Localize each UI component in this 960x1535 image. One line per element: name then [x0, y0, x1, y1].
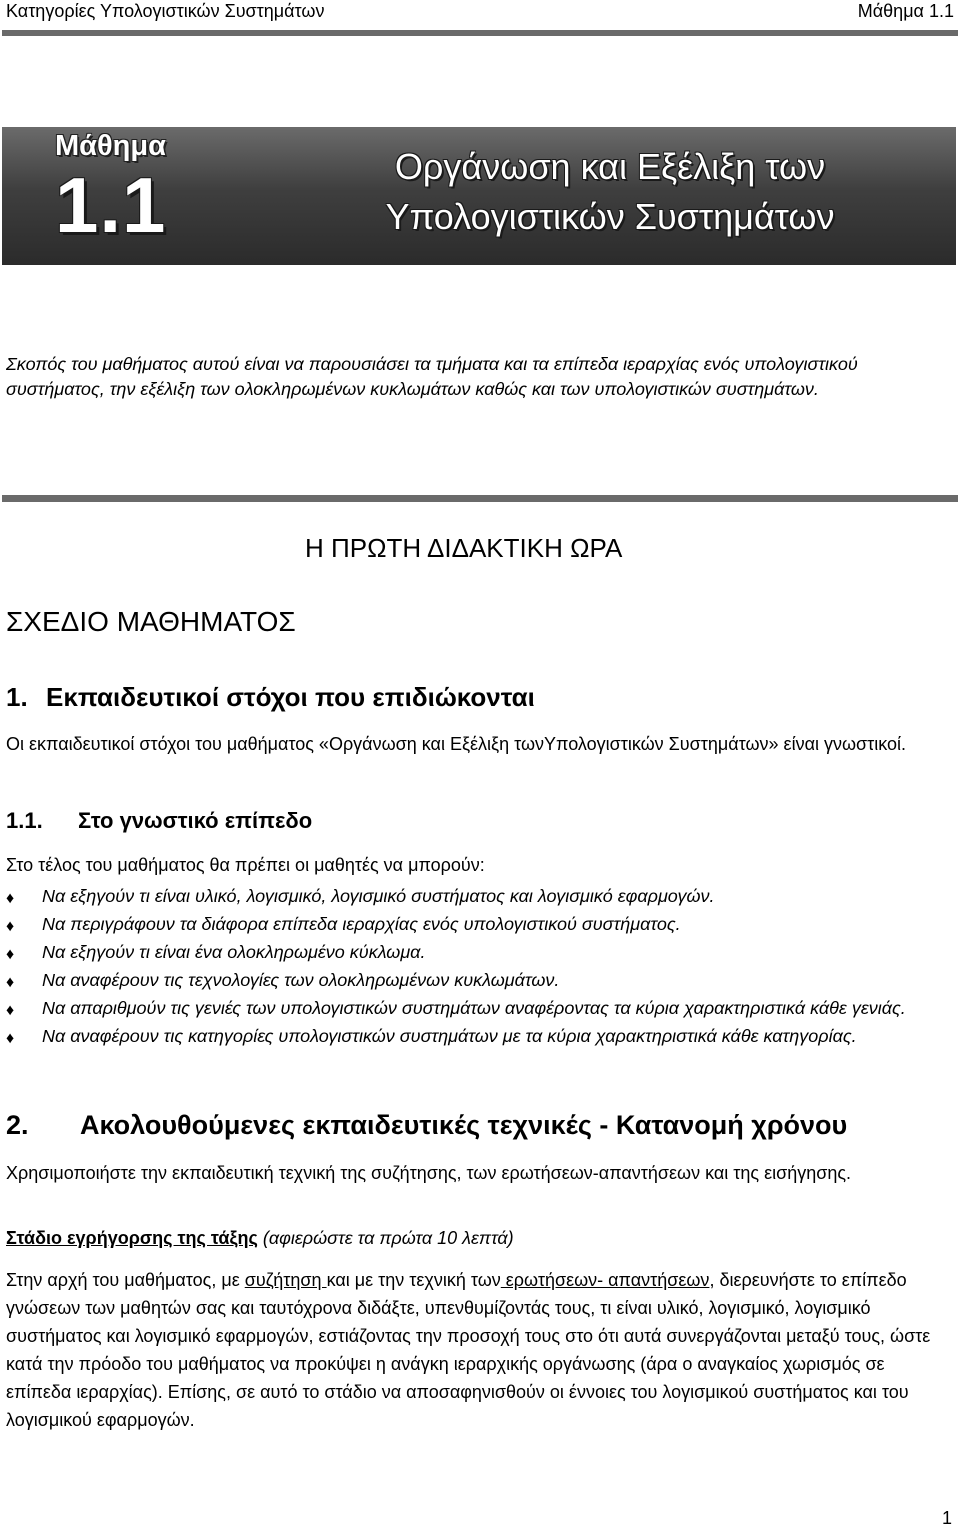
objectives-list	[6, 882, 946, 1050]
list-item-text: Να αναφέρουν τις τεχνολογίες των ολοκληρωμένων κυκλωμάτων.	[42, 970, 560, 990]
section-1-1-number: 1.1.	[6, 808, 43, 833]
list-item-text: Να εξηγούν τι είναι ένα ολοκληρωμένο κύκλωμα.	[42, 942, 426, 962]
diamond-bullet-icon: ♦	[6, 890, 15, 907]
lesson-plan-heading: ΣΧΕΔΙΟ ΜΑΘΗΜΑΤΟΣ	[6, 606, 296, 637]
section-2-number: 2.	[6, 1110, 29, 1140]
list-item-text: Να περιγράφουν τα διάφορα επίπεδα ιεραρχίας ενός υπολογιστικού συστήματος.	[42, 914, 681, 934]
section-rule	[2, 495, 958, 502]
list-item	[6, 994, 946, 1022]
list-item	[6, 910, 946, 938]
section-1-1-heading	[6, 808, 312, 834]
section-1-1-intro: Στο τέλος του μαθήματος θα πρέπει οι μαθητές να μπορούν:	[6, 855, 485, 875]
list-item	[6, 882, 946, 910]
list-item	[6, 1022, 946, 1050]
section-2-title: Ακολουθούμενες εκπαιδευτικές τεχνικές - Κατανομή χρόνου	[80, 1110, 848, 1140]
section-1-heading	[6, 682, 535, 713]
section-1-number: 1.	[6, 682, 28, 712]
banner-lesson-label: Μάθημα	[55, 130, 166, 162]
stage-paragraph	[6, 1266, 936, 1434]
list-item-text: Να αναφέρουν τις κατηγορίες υπολογιστικών συστημάτων με τα κύρια χαρακτηριστικά κάθε κατηγορίας.	[42, 1026, 857, 1046]
stage-title: Στάδιο εγρήγορσης της τάξης	[6, 1228, 258, 1248]
header-rule	[2, 30, 958, 36]
stage-text-after: , διερευνήστε το επίπεδο γνώσεων των μαθητών σας και ταυτόχρονα διδάξτε, υπενθυμίζοντάς τους, τι είναι υλικό, λογισμικό, λογισμικό συστήματος και λογισμικό εφαρμογών, εστιάζοντας την προσοχή τους στο ότι αυτά συνεργάζονται μεταξύ τους, ώστε κατά την πρόοδο του μαθήματος να προκύψει η ανάγκη ιεραρχικής οργάνωσης (άρα ο αναγκαίος χωρισμός σε επίπεδα ιεραρχίας). Επίσης, σε αυτό το στάδιο να αποσαφηνισθούν οι έννοιες του λογισμικού συστήματος και του λογισμικού εφαρμογών.	[6, 1270, 931, 1430]
banner-title-line2: Υπολογιστικών Συστημάτων	[385, 196, 835, 237]
diamond-bullet-icon: ♦	[6, 1002, 15, 1019]
banner-title-line1: Οργάνωση και Εξέλιξη των	[394, 146, 826, 187]
banner-lesson-number: 1.1	[55, 161, 167, 249]
stage-text-before: Στην αρχή του μαθήματος, με	[6, 1270, 245, 1290]
diamond-bullet-icon: ♦	[6, 918, 15, 935]
stage-note: (αφιερώστε τα πρώτα 10 λεπτά)	[262, 1228, 514, 1248]
list-item-text: Να εξηγούν τι είναι υλικό, λογισμικό, λογισμικό συστήματος και λογισμικό εφαρμογών.	[42, 886, 715, 906]
page-number: 1	[941, 1508, 952, 1528]
lesson-aim: Σκοπός του μαθήματος αυτού είναι να παρουσιάσει τα τμήματα και τα επίπεδα ιεραρχίας ενός υπολογιστικού συστήματος, την εξέλιξη των ολοκληρωμένων κυκλωμάτων καθώς και των υπολογιστικών συστημάτων.	[6, 354, 858, 399]
section-2-text: Χρησιμοποιήστε την εκπαιδευτική τεχνική της συζήτησης, των ερωτήσεων-απαντήσεων και της εισήγησης.	[6, 1163, 852, 1183]
list-item-text: Να απαριθμούν τις γενιές των υπολογιστικών συστημάτων αναφέροντας τα κύρια χαρακτηριστικά κάθε γενιάς.	[42, 998, 906, 1018]
list-item	[6, 938, 946, 966]
running-header-right: Μάθημα 1.1	[857, 1, 954, 21]
diamond-bullet-icon: ♦	[6, 946, 15, 963]
diamond-bullet-icon: ♦	[6, 974, 15, 991]
section-1-title: Εκπαιδευτικοί στόχοι που επιδιώκονται	[46, 682, 535, 712]
section-1-text: Οι εκπαιδευτικοί στόχοι του μαθήματος «Οργάνωση και Εξέλιξη τωνΥπολογιστικών Συστημάτων» είναι γνωστικοί.	[6, 734, 907, 754]
section-1-1-title: Στο γνωστικό επίπεδο	[78, 808, 313, 833]
diamond-bullet-icon: ♦	[6, 1030, 15, 1047]
section-2-heading	[6, 1110, 847, 1141]
discussion-term: συζήτηση	[244, 1270, 327, 1290]
teaching-hour-heading: Η ΠΡΩΤΗ ΔΙΔΑΚΤΙΚΗ ΩΡΑ	[305, 533, 623, 563]
stage-heading	[6, 1228, 514, 1249]
questions-answers-term: ερωτήσεων- απαντήσεων	[500, 1270, 710, 1290]
list-item	[6, 966, 946, 994]
running-header-left: Κατηγορίες Υπολογιστικών Συστημάτων	[6, 1, 325, 21]
stage-text-middle: και με την τεχνική των	[326, 1270, 501, 1290]
banner-title	[280, 142, 940, 242]
